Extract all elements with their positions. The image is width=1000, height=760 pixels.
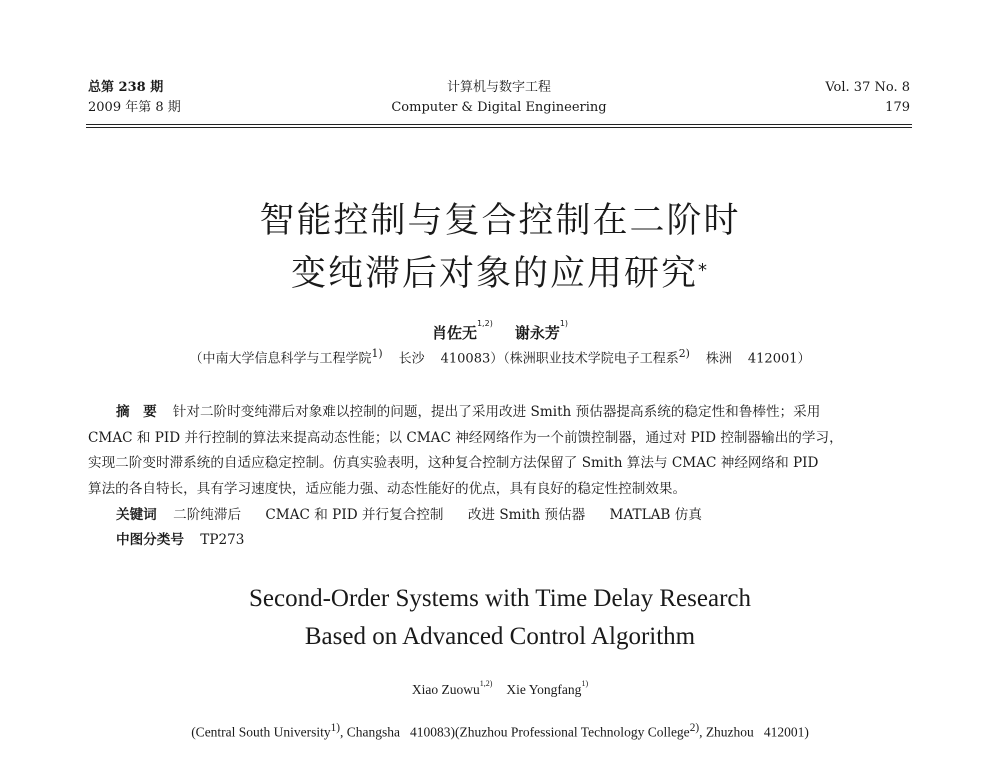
chinese-title-line-1: 智能控制与复合控制在二阶时 (259, 201, 741, 241)
chinese-title-line-2-text: 变纯滞后对象的应用研究 (290, 254, 698, 294)
english-title-line-2: Based on Advanced Control Algorithm (304, 623, 696, 650)
chinese-authors (0, 319, 1000, 343)
abstract-line: CMAC 和 PID 并行控制的算法来提高动态性能；以 CMAC 神经网络作为一个前馈控制器，通过对 PID 控制器输出的学习， (88, 429, 843, 446)
author-affiliation-mark: 1) (581, 679, 589, 688)
affiliation-city: , Zhuzhou (699, 724, 754, 740)
header-rule-thin (86, 127, 912, 128)
english-affiliation (0, 722, 1000, 741)
author-name: 谢永芳 (514, 324, 560, 342)
header-center (88, 78, 910, 118)
affiliation-zip: 412001） (747, 351, 811, 367)
keyword: CMAC 和 PID 并行复合控制 (265, 507, 444, 523)
chinese-affiliation (0, 347, 1000, 366)
affiliation-2: 410083）（株洲职业技术学院电子工程系 (440, 351, 679, 367)
affiliation-1: （中南大学信息科学与工程学院 (189, 351, 372, 367)
chinese-title (0, 195, 1000, 301)
chinese-abstract (88, 400, 912, 502)
keyword: 改进 Smith 预估器 (467, 507, 586, 523)
abstract-line (88, 400, 912, 426)
issue-total: 总第 238 期 (88, 80, 164, 95)
keyword: 二阶纯滞后 (173, 507, 242, 523)
affiliation-city: 株洲 (705, 351, 732, 367)
abstract-line: 实现二阶变时滞系统的自适应稳定控制。仿真实验表明，这种复合控制方法保留了 Smith 算法与 CMAC 神经网络和 PID (88, 455, 819, 471)
classification-code: TP273 (200, 532, 245, 548)
author-affiliation-mark: 1,2) (476, 319, 493, 328)
funding-mark: * (698, 260, 709, 281)
abstract-text: 针对二阶时变纯滞后对象难以控制的问题，提出了采用改进 Smith 预估器提高系统的稳定性和鲁棒性；采用 (172, 404, 821, 420)
affiliation-mark: 1) (330, 722, 341, 734)
abstract-label: 摘 要 (116, 404, 157, 420)
volume-number: Vol. 37 No. 8 (825, 80, 910, 95)
affiliation-zip: 412001) (763, 724, 809, 740)
affiliation-city: 长沙 (398, 351, 425, 367)
author-name: Xie Yongfang (506, 682, 582, 697)
page-number: 179 (885, 100, 910, 115)
english-title (0, 580, 1000, 656)
affiliation-1: (Central South University (191, 724, 331, 740)
abstract-line: 算法的各自特长，具有学习速度快，适应能力强、动态性能好的优点，具有良好的稳定性控制效果。 (88, 480, 687, 497)
header-rule (86, 124, 912, 125)
affiliation-mark: 1) (371, 347, 383, 360)
keywords-label: 关键词 (116, 507, 157, 523)
author-name: Xiao Zuowu (411, 682, 480, 697)
author-name: 肖佐无 (431, 324, 477, 342)
affiliation-mark: 2) (689, 722, 700, 734)
classification-label: 中图分类号 (116, 532, 184, 548)
classification (116, 528, 244, 553)
chinese-title-line-2 (0, 248, 1000, 301)
author-affiliation-mark: 1,2) (479, 679, 493, 688)
english-authors (0, 679, 1000, 698)
affiliation-mark: 2) (678, 347, 690, 360)
running-header (88, 78, 910, 122)
keywords (116, 503, 722, 528)
journal-name-zh: 计算机与数字工程 (446, 80, 551, 95)
author-affiliation-mark: 1) (559, 319, 569, 328)
journal-name-en: Computer & Digital Engineering (391, 100, 607, 115)
keyword: MATLAB 仿真 (609, 507, 702, 523)
affiliation-city: , Changsha (340, 724, 401, 740)
english-title-line-1: Second-Order Systems with Time Delay Research (248, 585, 751, 612)
header-right (825, 78, 910, 118)
affiliation-2: 410083)(Zhuzhou Professional Technology College (410, 724, 690, 740)
issue-year: 2009 年第 8 期 (88, 100, 181, 115)
